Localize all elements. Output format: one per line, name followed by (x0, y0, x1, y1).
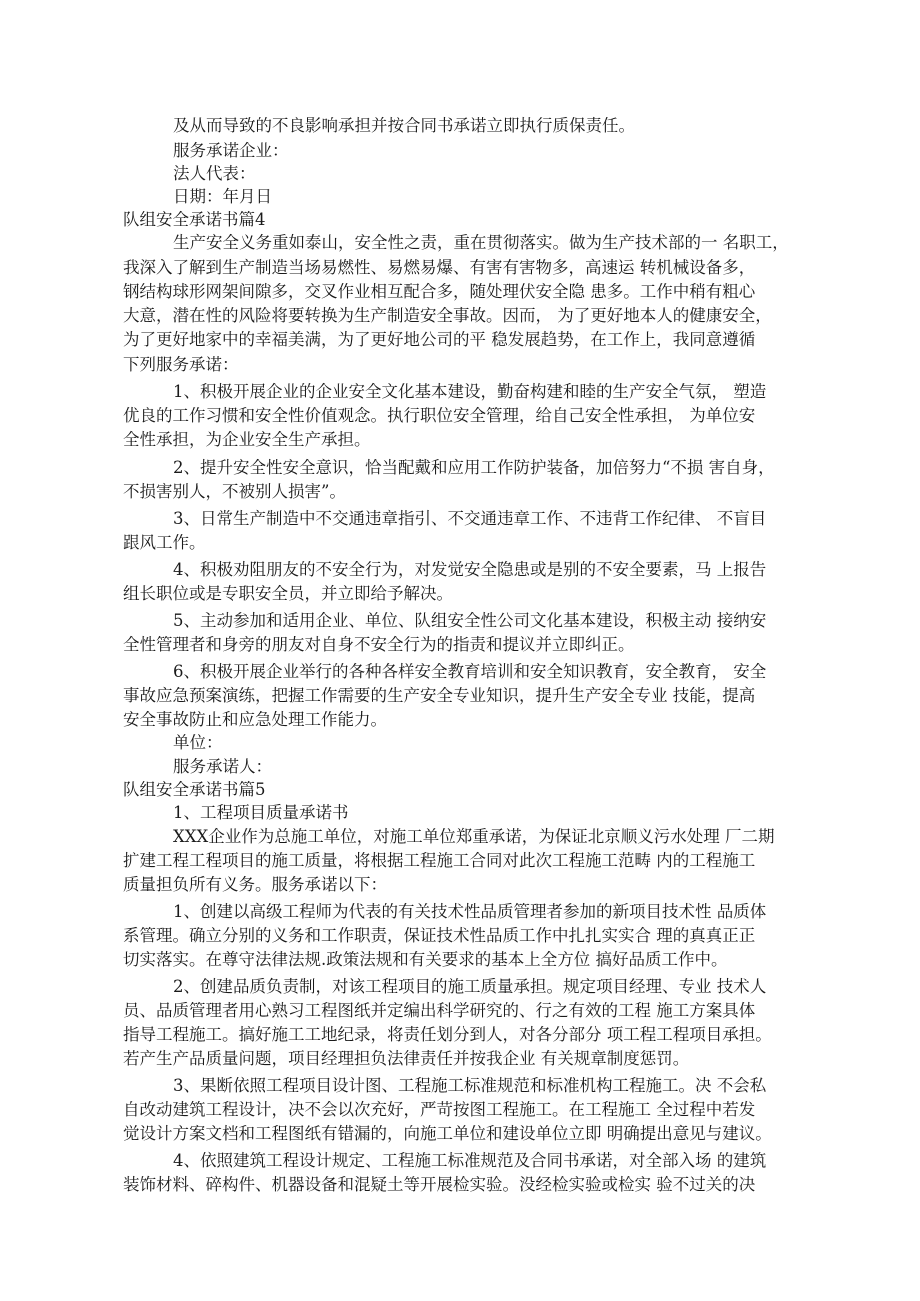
text-line: 3、日常生产制造中不交通违章指引、不交通违章工作、不违背工作纪律、 不盲目 (173, 509, 767, 528)
text-line: 扩建工程工程项目的施工质量，将根据工程施工合同对此次工程施工范畴 内的工程施工 (123, 851, 756, 870)
text-line: 生产安全义务重如泰山，安全性之责，重在贯彻落实。做为生产技术部的一 名职工， (173, 233, 789, 252)
text-line: 装饰材料、碎构件、机器设备和混疑土等开展检实验。没经检实验或检实 验不过关的决 (123, 1175, 756, 1194)
text-line: 钢结构球形网架间隙多，交叉作业相互配合多，随处理伏安全隐 患多。工作中稍有粗心 (123, 282, 756, 301)
text-line: 1、创建以高级工程师为代表的有关技术性品质管理者参加的新项目技术性 品质体 (173, 902, 767, 921)
text-line: 质量担负所有义务。服务承诺以下： (123, 875, 387, 894)
text-line: 大意，潜在性的风险将要转换为生产制造安全事故。因而， 为了更好地本人的健康安全， (123, 306, 772, 325)
text-line: 为了更好地家中的幸福美满，为了更好地公司的平 稳发展趋势，在工作上，我同意遵循 (123, 330, 756, 349)
text-line: 优良的工作习惯和安全性价值观念。执行职位安全管理，给自己安全性承担， 为单位安 (123, 406, 756, 425)
text-line: 2、创建品质负责制，对该工程项目的施工质量承担。规定项目经理、专业 技术人 (173, 977, 767, 996)
text-line: 3、果断依照工程项目设计图、工程施工标准规范和标准机构工程施工。决 不会私 (173, 1076, 767, 1095)
text-line: 5、主动参加和适用企业、单位、队组安全性公司文化基本建设，积极主动 接纳安 (173, 611, 767, 630)
text-line: 全性承担，为企业安全生产承担。 (123, 430, 371, 449)
text-line: 及从而导致的不良影响承担并按合同书承诺立即执行质保责任。 (173, 116, 635, 135)
text-line: 2、提升安全性安全意识，恰当配戴和应用工作防护装备，加倍努力“不损 害自身， (173, 458, 775, 477)
text-line: 切实落实。在尊守法律法规.政策法规和有关要求的基本上全方位 搞好品质工作中。 (123, 950, 728, 969)
text-line: 服务承诺人： (173, 757, 272, 776)
text-line: 1、工程项目质量承诺书 (173, 803, 349, 822)
section-heading: 队组安全承诺书篇5 (123, 780, 266, 799)
text-line: 指导工程施工。搞好施工工地纪录，将责任划分到人，对各分部分 项工程工程项目承担。 (123, 1025, 772, 1044)
text-line: 服务承诺企业： (173, 141, 289, 160)
text-line: 安全事故防止和应急处理工作能力。 (123, 710, 387, 729)
text-line: 系管理。确立分别的义务和工作职责，保证技术性品质工作中扎扎实实合 理的真真正正 (123, 926, 756, 945)
text-line: 组长职位或是专职安全员，并立即给予解决。 (123, 584, 453, 603)
text-line: 我深入了解到生产制造当场易燃性、易燃易爆、有害有害物多，高速运 转机械设备多， (123, 258, 756, 277)
text-line: 单位： (173, 733, 223, 752)
text-line: 1、积极开展企业的企业安全文化基本建设，勤奋构建和睦的生产安全气氛， 塑造 (173, 382, 767, 401)
text-line: XXX企业作为总施工单位，对施工单位郑重承诺，为保证北京顺义污水处理 厂二期 (173, 827, 775, 846)
text-line: 不损害别人，不被别人损害”。 (123, 482, 346, 501)
text-line: 觉设计方案文档和工程图纸有错漏的，向施工单位和建设单位立即 明确提出意见与建议。 (123, 1124, 772, 1143)
text-line: 事故应急预案演练，把握工作需要的生产安全专业知识，提升生产安全专业 技能，提高 (123, 686, 756, 705)
text-line: 日期：年月日 (173, 187, 272, 206)
text-line: 员、品质管理者用心熟习工程图纸并定编出科学研究的、行之有效的工程 施工方案具体 (123, 1001, 756, 1020)
text-line: 4、积极劝阻朋友的不安全行为，对发觉安全隐患或是别的不安全要素，马 上报告 (173, 560, 767, 579)
text-line: 跟风工作。 (123, 533, 206, 552)
text-line: 6、积极开展企业举行的各种各样安全教育培训和安全知识教育，安全教育， 安全 (173, 662, 767, 681)
text-line: 4、依照建筑工程设计规定、工程施工标准规范及合同书承诺，对全部入场 的建筑 (173, 1151, 767, 1170)
text-line: 若产生产品质量问题，项目经理担负法律责任并按我企业 有关规章制度惩罚。 (123, 1049, 690, 1068)
text-line: 法人代表： (173, 164, 256, 183)
section-heading: 队组安全承诺书篇4 (123, 210, 266, 229)
text-line: 全性管理者和身旁的朋友对自身不安全行为的指责和提议并立即纠正。 (123, 635, 635, 654)
text-line: 下列服务承诺： (123, 355, 239, 374)
text-line: 自改动建筑工程设计，决不会以次充好，严苛按图工程施工。在工程施工 全过程中若发 (123, 1100, 756, 1119)
